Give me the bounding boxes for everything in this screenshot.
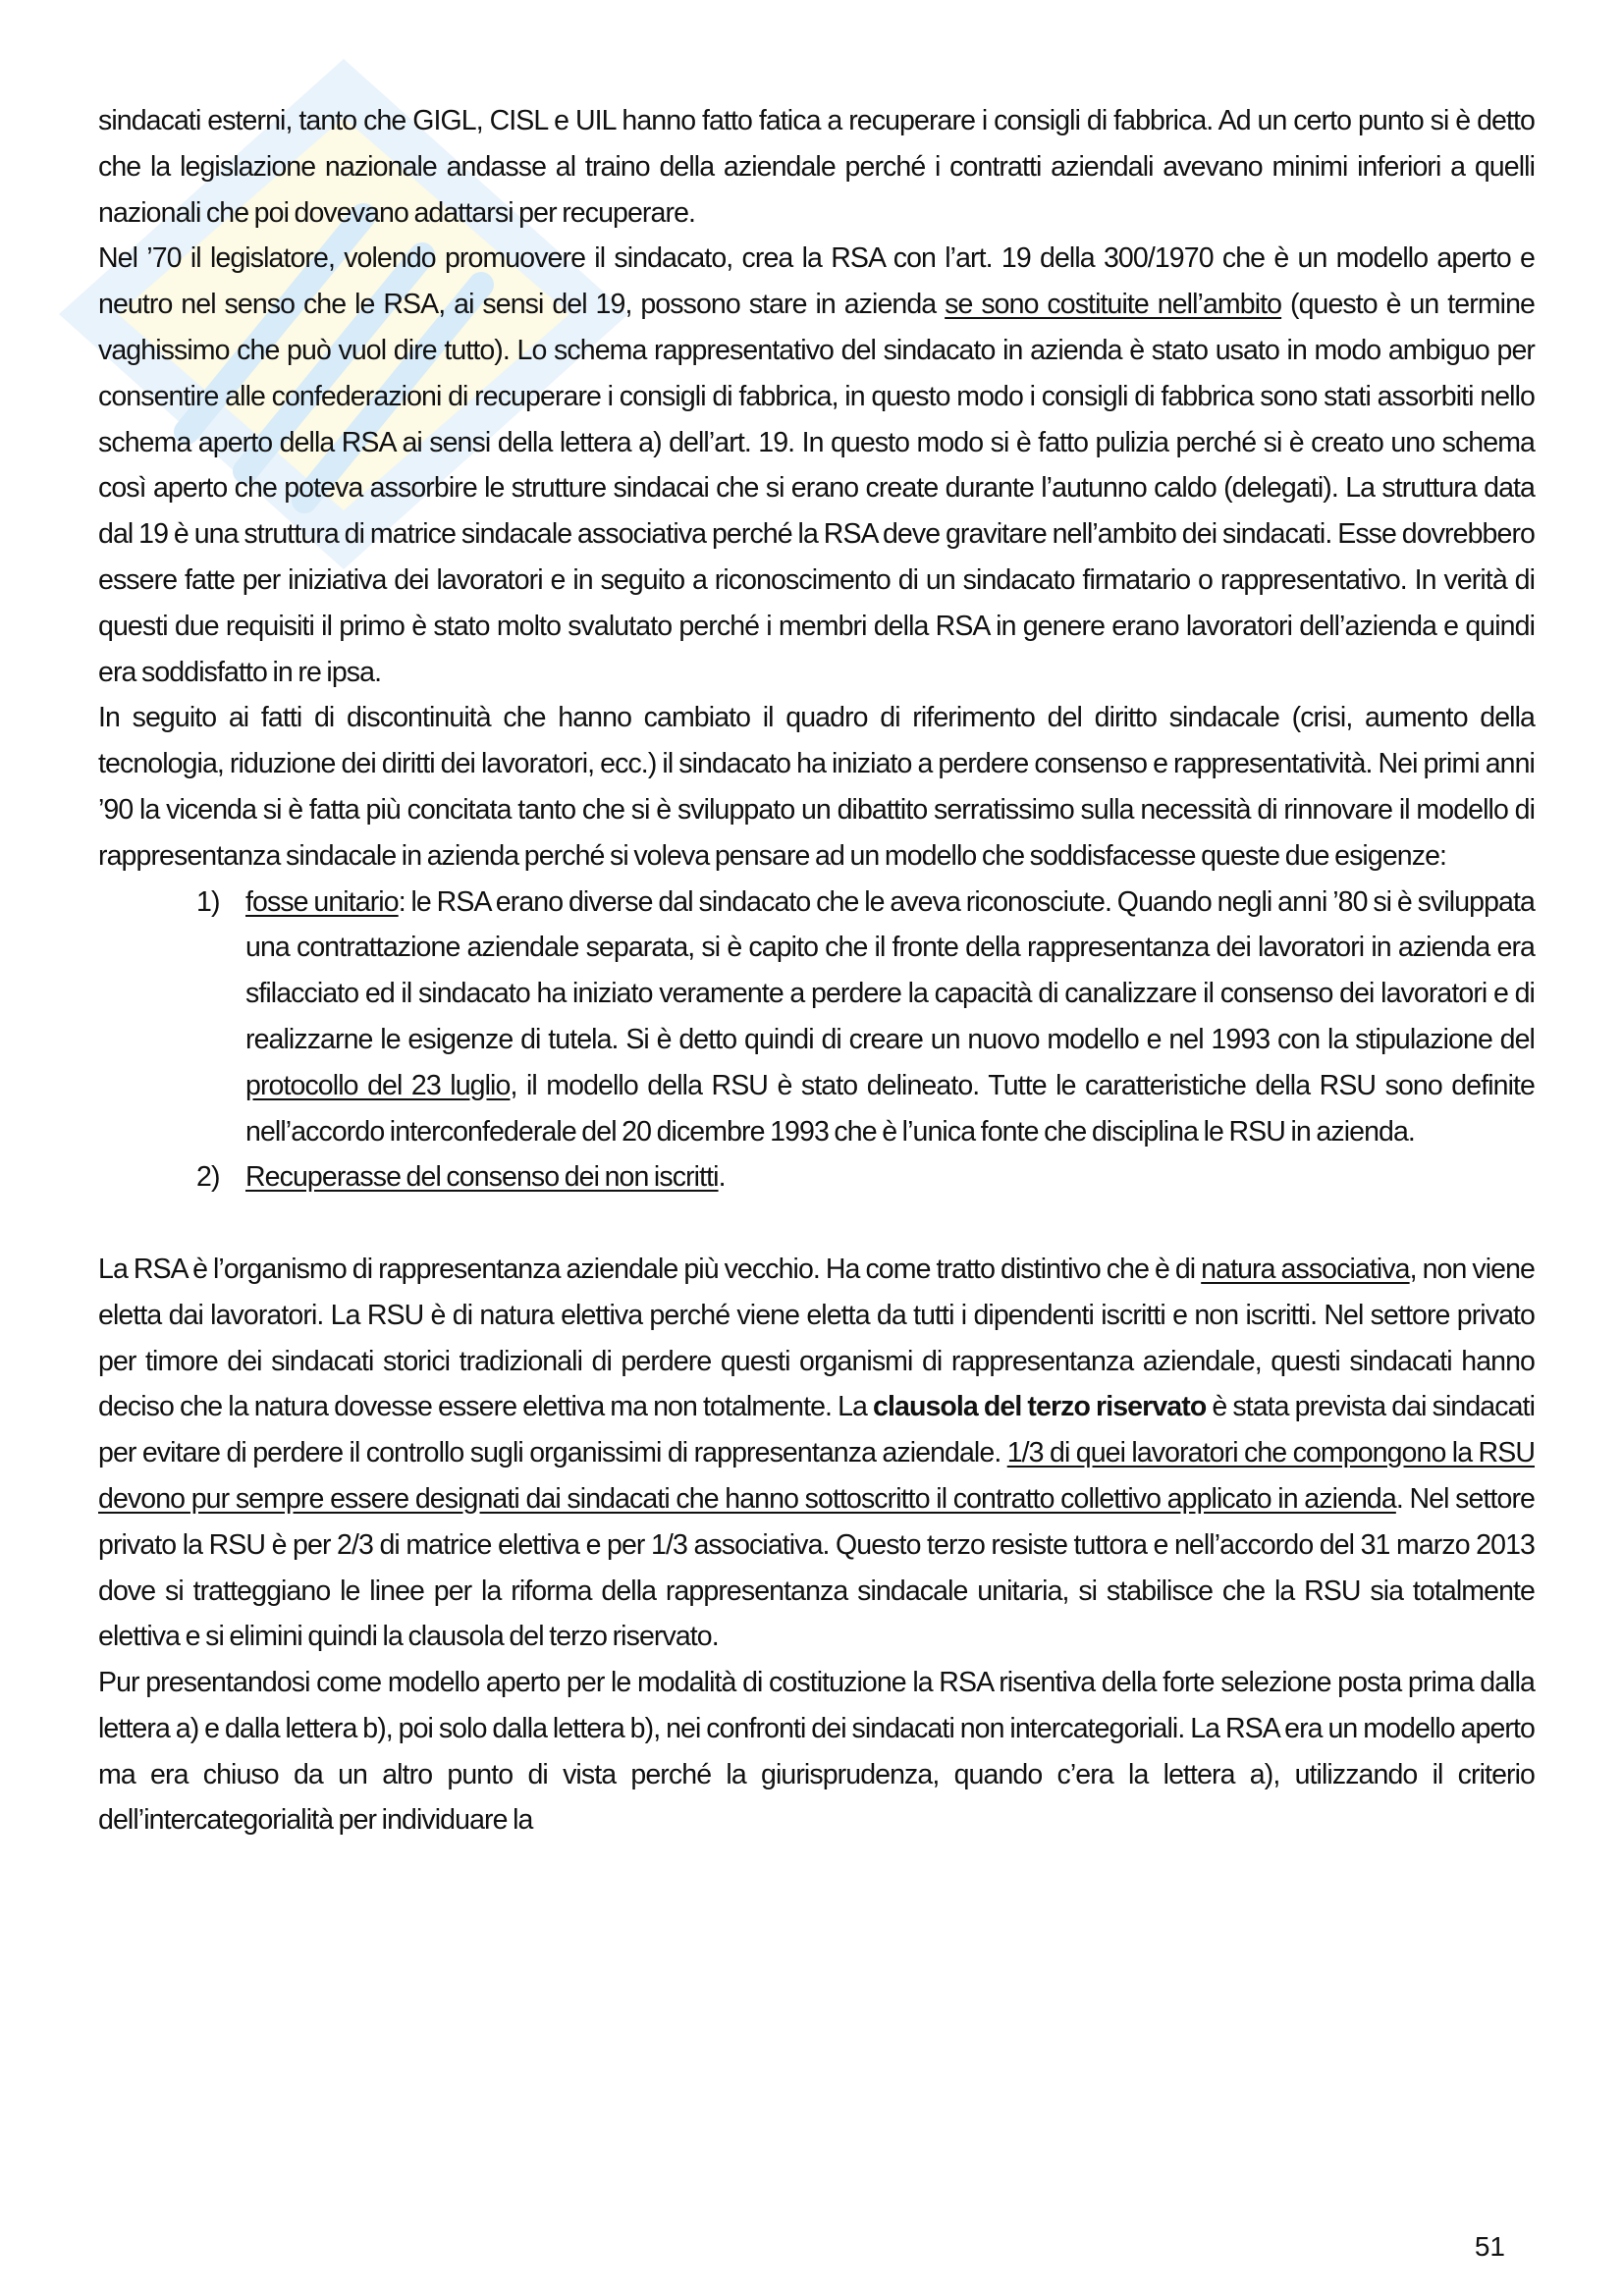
document-body	[98, 98, 1535, 1843]
underlined-text: 1/3 di quei lavoratori che compongono la RSU devono pur sempre essere designati dai sindacati che hanno sottoscritto il contratto collettivo applicato in azienda	[98, 1437, 1535, 1515]
underlined-text: natura associativa	[1201, 1253, 1410, 1285]
list-number: 1)	[196, 885, 220, 918]
text: (questo è un termine vaghissimo che può vuol dire tutto). Lo schema rappresentativo del sindacato in azienda è stato usato in modo ambiguo per consentire alle confederazioni di recuperare i consigli di fabbrica, in questo modo i consigli di fabbrica sono stati assorbiti nello schema aperto della RSA ai sensi della lettera a) dell’art. 19. In questo modo si è fatto pulizia perché si è creato uno schema così aperto che poteva assorbire le strutture sindacai che si erano create durante l’autunno caldo (delegati). La struttura data dal 19 è una struttura di matrice sindacale associativa perché la RSA deve gravitare nell’ambito dei sindacati. Esse dovrebbero essere fatte per iniziativa dei lavoratori e in seguito a riconoscimento di un sindacato firmatario o rappresentativo. In verità di questi due requisiti il primo è stato molto svalutato perché i membri della RSA in genere erano lavoratori dell’azienda e quindi era soddisfatto in re ipsa.	[98, 289, 1535, 688]
underlined-text: se sono costituite nell’ambito	[945, 289, 1282, 321]
paragraph	[98, 236, 1535, 695]
text: .	[718, 1161, 726, 1194]
text: : le RSA erano diverse dal sindacato che le aveva riconosciute. Quando negli anni ’80 si è sviluppata una contrattazione aziendale separata, si è capito che il fronte della rappresentanza dei lavoratori in azienda era sfilacciato ed il sindacato ha iniziato veramente a perdere la capacità di canalizzare il consenso dei lavoratori e di realizzarne le esigenze di tutela. Si è detto quindi di creare un nuovo modello e nel 1993 con la stipulazione del	[245, 885, 1535, 1055]
underlined-text: fosse unitario	[245, 885, 399, 918]
paragraph	[98, 1247, 1535, 1660]
paragraph: sindacati esterni, tanto che GIGL, CISL e UIL hanno fatto fatica a recuperare i consigli di fabbrica. Ad un certo punto si è detto che la legislazione nazionale andasse al traino della aziendale perché i contratti aziendali avevano minimi inferiori a quelli nazionali che poi dovevano adattarsi per recuperare.	[98, 105, 1535, 229]
list-item	[98, 880, 1535, 1155]
bold-text: clausola del terzo riservato	[873, 1391, 1207, 1423]
numbered-list	[98, 880, 1535, 1201]
list-item	[98, 1154, 1535, 1201]
list-number: 2)	[196, 1161, 220, 1194]
underlined-text: Recuperasse del consenso dei non iscritti	[245, 1161, 719, 1194]
paragraph: Pur presentandosi come modello aperto per le modalità di costituzione la RSA risentiva della forte selezione posta prima dalla lettera a) e dalla lettera b), poi solo dalla lettera b), nei confronti dei sindacati non intercategoriali. La RSA era un modello aperto ma era chiuso da un altro punto di vista perché la giurisprudenza, quando c’era la lettera a), utilizzando il criterio dell’intercategorialità per individuare la	[98, 1667, 1535, 1837]
text: è stata prevista dai sindacati per evitare di perdere il controllo sugli organissimi di rappresentanza aziendale.	[98, 1391, 1536, 1469]
text: , il modello della RSU è stato delineato. Tutte le caratteristiche della RSU sono definite nell’accordo interconfederale del 20 dicembre 1993 che è l’unica fonte che disciplina le RSU in azienda.	[245, 1069, 1535, 1148]
text: . Nel settore privato la RSU è per 2/3 di matrice elettiva e per 1/3 associativa. Questo terzo resiste tuttora e nell’accordo del 31 marzo 2013 dove si tratteggiano le linee per la riforma della rappresentanza sindacale unitaria, si stabilisce che la RSU sia totalmente elettiva e si elimini quindi la clausola del terzo riservato.	[98, 1482, 1535, 1653]
underlined-text: protocollo del 23 luglio	[245, 1069, 511, 1101]
text: Nel ’70 il legislatore, volendo promuovere il sindacato, crea la RSA con l’art. 19 della 300/1970 che è un modello aperto e neutro nel senso che le RSA, ai sensi del 19, possono stare in azienda	[98, 242, 1535, 321]
text: , non viene eletta dai lavoratori. La RSU è di natura elettiva perché viene eletta da tutti i dipendenti iscritti e non iscritti. Nel settore privato per timore dei sindacati storici tradizionali di perdere questi organismi di rappresentanza aziendale, questi sindacati hanno deciso che la natura dovesse essere elettiva ma non totalmente. La	[98, 1253, 1535, 1423]
text: La RSA è l’organismo di rappresentanza aziendale più vecchio. Ha come tratto distintivo che è di	[98, 1253, 1202, 1285]
page-number: 51	[1474, 2231, 1505, 2262]
paragraph: In seguito ai fatti di discontinuità che hanno cambiato il quadro di riferimento del diritto sindacale (crisi, aumento della tecnologia, riduzione dei diritti dei lavoratori, ecc.) il sindacato ha iniziato a perdere consenso e rappresentatività. Nei primi anni ’90 la vicenda si è fatta più concitata tanto che si è sviluppato un dibattito serratissimo sulla necessità di rinnovare il modello di rappresentanza sindacale in azienda perché si voleva pensare ad un modello che soddisfacesse queste due esigenze:	[98, 702, 1535, 872]
